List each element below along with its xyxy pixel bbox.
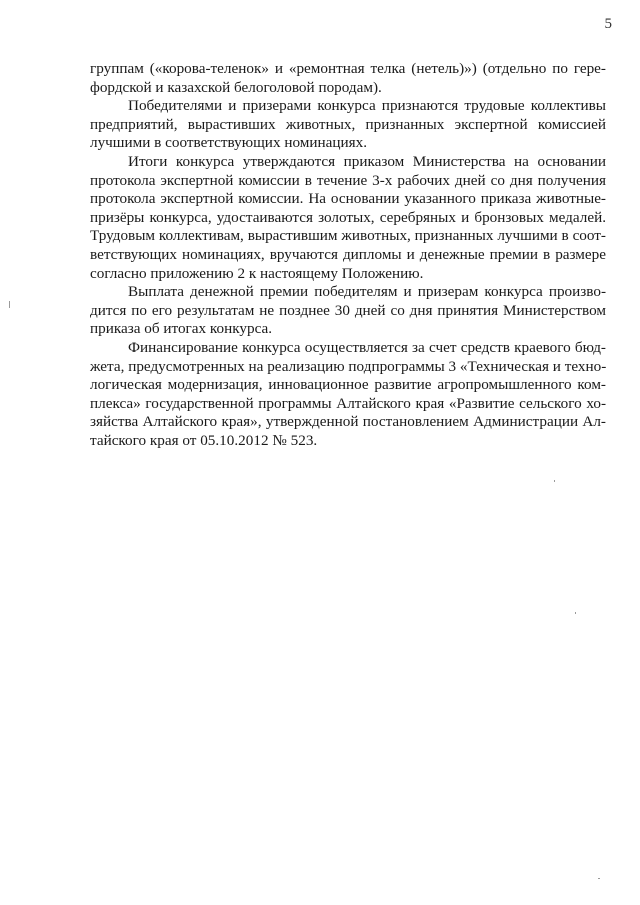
text-line: согласно приложению 2 к настоящему Положению. [90, 264, 424, 282]
text-line: фордской и казахской белоголовой породам). [90, 78, 382, 96]
text-line: тайского края от 05.10.2012 № 523. [90, 431, 318, 449]
text-line: Итоги конкурса утверждаются приказом Министерства на основании [128, 152, 606, 170]
scan-speck [575, 612, 576, 614]
text-line: призёры конкурса, удостаиваются золотых, серебряных и бронзовых медалей. [90, 208, 606, 226]
paragraph-2 [90, 97, 606, 153]
scan-speck [554, 480, 555, 482]
text-line: Победителями и призерами конкурса признаются трудовые коллективы [128, 97, 606, 115]
text-line: ветствующих номинациях, вручаются дипломы и денежные премии в размере [90, 245, 606, 263]
scan-speck [9, 301, 10, 308]
scan-speck [598, 878, 600, 879]
text-line: предприятий, вырастивших животных, признанных экспертной комиссией [90, 115, 606, 133]
paragraph-4 [90, 283, 606, 339]
text-line: протокола экспертной комиссии в течение 3-х рабочих дней со дня получения [90, 171, 606, 189]
text-line: протокола экспертной комиссии. На основании указанного приказа животные- [90, 190, 606, 208]
text-line: дится по его результатам не позднее 30 дней со дня принятия Министерством [90, 301, 606, 319]
text-line: приказа об итогах конкурса. [90, 320, 273, 338]
text-line: жета, предусмотренных на реализацию подпрограммы 3 «Техническая и техно- [90, 357, 607, 375]
text-line: логическая модернизация, инновационное развитие агропромышленного ком- [90, 376, 606, 394]
text-line: плекса» государственной программы Алтайского края «Развитие сельского хо- [90, 394, 606, 412]
text-line: Финансирование конкурса осуществляется за счет средств краевого бюд- [128, 338, 606, 356]
text-line: лучшими в соответствующих номинациях. [90, 134, 368, 152]
text-line: Выплата денежной премии победителям и призерам конкурса произво- [128, 283, 606, 301]
text-line: зяйства Алтайского края», утвержденной постановлением Администрации Ал- [90, 413, 606, 431]
document-body [90, 60, 606, 450]
text-line: Трудовым коллективам, вырастившим животных, признанных лучшими в соот- [90, 227, 606, 245]
paragraph-1 [90, 60, 606, 97]
page-number: 5 [604, 16, 612, 32]
paragraph-3 [90, 153, 606, 283]
text-line: группам («корова-теленок» и «ремонтная телка (нетель)») (отдельно по гере- [90, 60, 606, 77]
paragraph-5 [90, 339, 606, 451]
